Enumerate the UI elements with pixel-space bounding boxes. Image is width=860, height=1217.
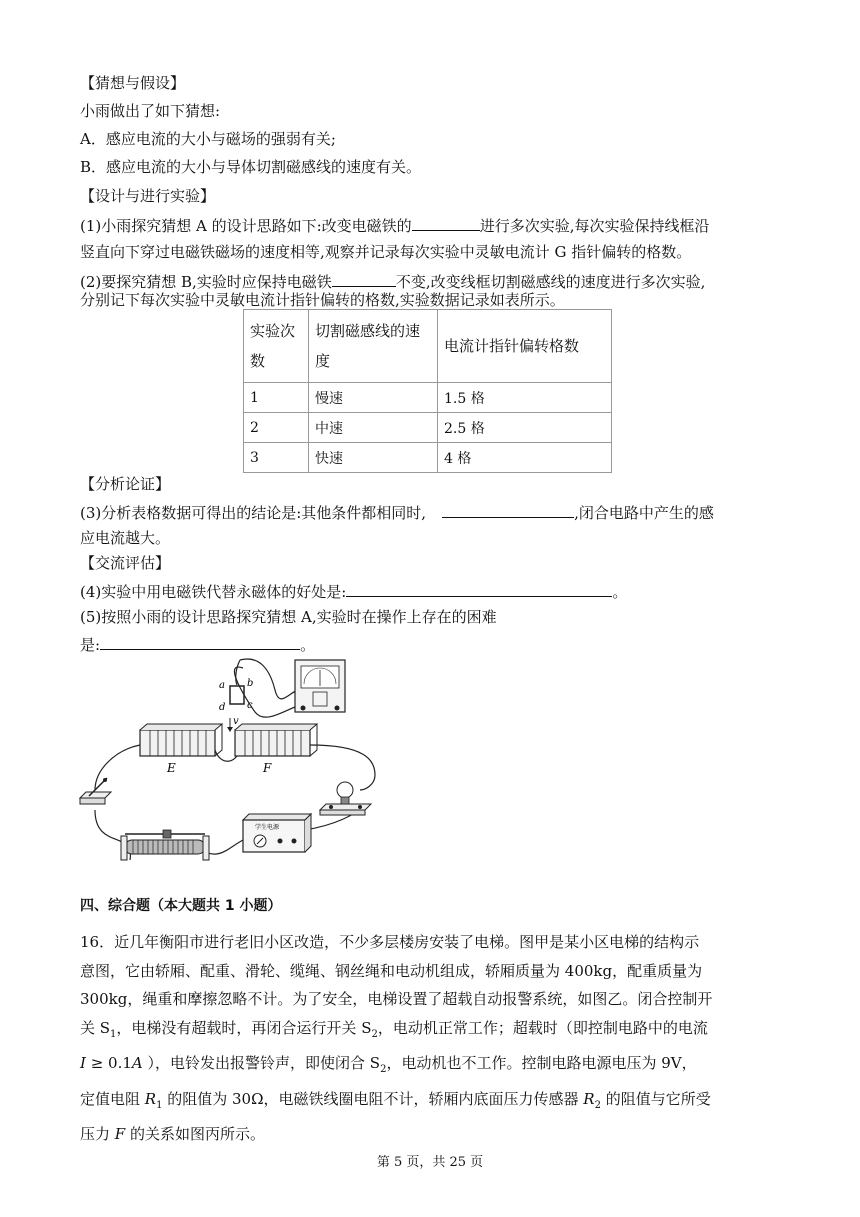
data-table — [243, 309, 612, 473]
guess-a: A．感应电流的大小与磁场的强弱有关; — [80, 130, 336, 148]
experiment-diagram — [75, 650, 395, 875]
answer-blank-4[interactable] — [346, 580, 612, 597]
table-cell: 2 — [244, 413, 309, 443]
power-supply-icon — [243, 814, 311, 852]
heading-design: 【设计与进行实验】 — [80, 187, 216, 205]
heading-evaluation: 【交流评估】 — [80, 554, 171, 572]
heading-guess: 【猜想与假设】 — [80, 74, 186, 92]
q1-text-a: (1)小雨探究猜想 A 的设计思路如下:改变电磁铁的 — [80, 217, 412, 235]
paragraph-line: 关 $S_1$，电梯没有超载时，再闭合运行开关 $S_2$，电动机正常工作；超载时（即控制电路中的电流 — [80, 1018, 708, 1040]
label-d: d — [219, 702, 226, 713]
label-b: b — [247, 678, 254, 689]
label-a: a — [219, 680, 225, 691]
question-4 — [80, 580, 627, 602]
question-2-line-2: 分别记下每次实验中灵敏电流计指针偏转的格数,实验数据记录如表所示。 — [80, 291, 565, 309]
answer-blank-3[interactable] — [442, 501, 574, 518]
q3-text-b: ,闭合电路中产生的感 — [574, 504, 714, 522]
q3-text-a: (3)分析表格数据可得出的结论是:其他条件都相同时, — [80, 504, 427, 522]
header-cell-trial: 实验次数 — [244, 310, 309, 383]
table-cell: 3 — [244, 443, 309, 473]
question-2-line-1 — [80, 270, 705, 292]
table-header-row — [244, 310, 612, 383]
table-cell: 1.5 格 — [438, 383, 612, 413]
q4-text-a: (4)实验中用电磁铁代替永磁体的好处是: — [80, 583, 347, 601]
bulb-icon — [320, 782, 371, 815]
paragraph-line: 压力 F 的关系如图丙所示。 — [80, 1125, 265, 1143]
question-3-line-2: 应电流越大。 — [80, 529, 171, 547]
label-f: F — [263, 761, 272, 775]
galvanometer-icon — [295, 660, 345, 712]
table-cell: 2.5 格 — [438, 413, 612, 443]
section-title: 四、综合题（本大题共 1 小题） — [80, 898, 282, 914]
table-cell: 慢速 — [309, 383, 438, 413]
header-cell-deflection: 电流计指针偏转格数 — [438, 310, 612, 383]
table-cell: 1 — [244, 383, 309, 413]
q2-text-a: (2)要探究猜想 B,实验时应保持电磁铁 — [80, 273, 332, 291]
question-3-line-1 — [80, 501, 714, 523]
paragraph-line: 意图，它由轿厢、配重、滑轮、缆绳、钢丝绳和电动机组成，轿厢质量为 400kg，配重质量为 — [80, 961, 703, 980]
q5-text-c: 。 — [300, 636, 316, 654]
table-cell: 4 格 — [438, 443, 612, 473]
heading-analysis: 【分析论证】 — [80, 475, 171, 493]
table-row — [244, 383, 612, 413]
power-supply-label: 学生电源 — [255, 824, 280, 831]
answer-blank-5[interactable] — [100, 633, 300, 650]
paragraph-line: 16．近几年衡阳市进行老旧小区改造，不少多层楼房安装了电梯。图甲是某小区电梯的结构示 — [80, 933, 700, 951]
label-e: E — [167, 761, 176, 775]
page-footer: 第 5 页，共 25 页 — [376, 1155, 484, 1170]
paragraph-line: 300kg，绳重和摩擦忽略不计。为了安全，电梯设置了超载自动报警系统，如图乙。闭合控制开 — [80, 990, 713, 1008]
label-v: v — [233, 716, 239, 727]
table-row — [244, 413, 612, 443]
header-cell-speed: 切割磁感线的速度 — [309, 310, 438, 383]
q1-text-b: 进行多次实验,每次实验保持线框沿 — [479, 217, 710, 235]
question-1-line-1 — [80, 214, 709, 236]
q4-text-b: 。 — [612, 583, 628, 601]
table-cell: 快速 — [309, 443, 438, 473]
question-5-line-1: (5)按照小雨的设计思路探究猜想 A,实验时在操作上存在的困难 — [80, 608, 497, 626]
question-1-line-2: 竖直向下穿过电磁铁磁场的速度相等,观察并记录每次实验中灵敏电流计 G 指针偏转的格数。 — [80, 243, 692, 261]
table-cell: 中速 — [309, 413, 438, 443]
wire — [236, 660, 240, 685]
electromagnet-f-icon — [235, 724, 317, 775]
table-row — [244, 443, 612, 473]
problem-16-paragraph — [80, 928, 780, 1149]
answer-blank-2[interactable] — [332, 270, 396, 287]
paragraph-line: I ≥ 0.1A ），电铃发出报警铃声，即使闭合 $S_2$，电动机也不工作。控制电路电源电压为 9V， — [80, 1054, 697, 1075]
rheostat-icon — [121, 830, 209, 860]
q2-text-b: 不变,改变线框切割磁感线的速度进行多次实验, — [395, 273, 706, 291]
paragraph-line: 定值电阻 $R_1$ 的阻值为 30Ω，电磁铁线圈电阻不计，轿厢内底面压力传感器 $R_2$ 的阻值与它所受 — [80, 1089, 711, 1111]
electromagnet-e-icon — [140, 724, 222, 775]
answer-blank-1[interactable] — [412, 214, 480, 231]
guess-intro: 小雨做出了如下猜想: — [80, 102, 221, 120]
guess-b: B．感应电流的大小与导体切割磁感线的速度有关。 — [80, 158, 422, 176]
label-c: c — [247, 700, 253, 711]
q5-text-b: 是: — [80, 636, 101, 654]
